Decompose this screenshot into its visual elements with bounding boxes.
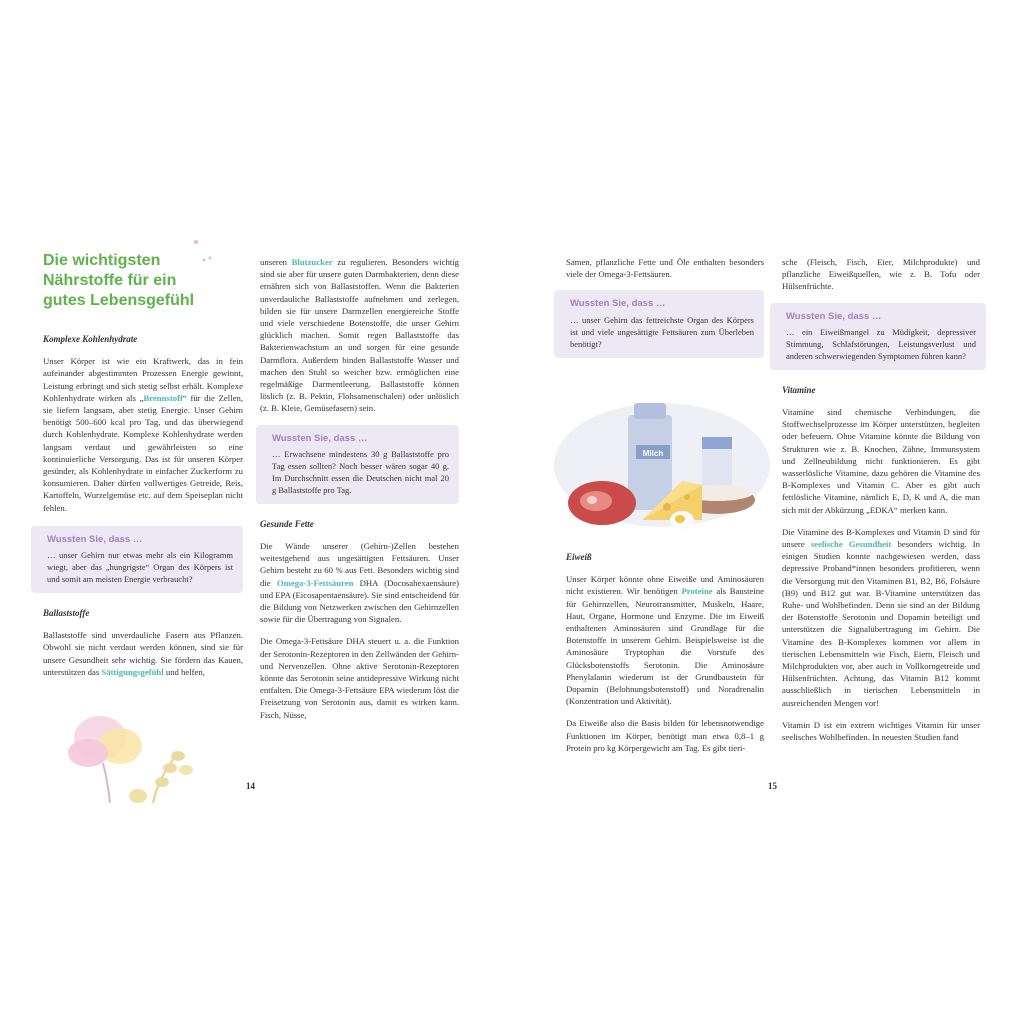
flower-illustration — [58, 708, 198, 808]
info-box — [770, 303, 986, 370]
info-box-text: … unser Gehirn das fettreichste Organ des Körpers ist und viele ungesättigte Fettsäuren zum Überleben benötigt? — [570, 314, 754, 349]
paragraph: sche (Fleisch, Fisch, Eier, Milchprodukte) und pflanzliche Eiweißquellen, wie z. B. Tofu oder Hülsenfrüchte. — [782, 257, 980, 292]
page-number: 15 — [768, 781, 777, 791]
highlight-term: Brennstoff — [143, 392, 183, 403]
title-line: Nährstoffe für ein — [43, 272, 177, 289]
info-box-heading: Wussten Sie, dass … — [47, 533, 143, 545]
info-box-text: … unser Gehirn nur etwas mehr als ein Kilogramm wiegt, aber das „hungrigste“ Organ des Körpers ist und somit am meisten Energie verbraucht? — [47, 550, 233, 585]
food-illustration — [552, 385, 772, 535]
highlight-term: Blutzucker — [291, 257, 333, 267]
paragraph: Da Eiweiße also die Basis bilden für lebensnotwendige Funktionen im Körper, benötigt man etwa 0,8–1 g Protein pro kg Körpergewicht am Tag. Es gibt tieri- — [566, 718, 764, 753]
paragraph: Die Vitamine des B-Komplexes und Vitamin D sind für unsere seelische Gesundheit besonders wichtig. In einigen Studien konnte nachgewiesen werden, dass depressive Proband*innen besonders profitieren, wenn die Versorgung mit den Vitaminen B1, B2, B6, Folsäure (B9) und B12 gut war. B-Vitamine unterstützen das Ruhe- und Wohlbefinden. Denn sie sind an der Bildung der Botenstoffe Serotonin und Dopamin beteiligt und unterstützen die Signalübertragung im Gehirn. Die Vitamine des B-Komplexes kommen vor allem in tierischen Lebensmitteln wie Fisch, Eiern, Fleisch und Milchprodukten vor, aber auch in Vollkorngetreide und Hülsenfrüchten. Achtung, das Vitamin B12 kommt ausschließlich in tierischen Lebensmitteln in ausreichenden Mengen vor! — [782, 526, 980, 708]
subheading-vitamine: Vitamine — [782, 384, 816, 395]
paragraph: Die Omega-3-Fettsäure DHA steuert u. a. die Funktion der Serotonin-Rezeptoren in den Zellwänden der Gehirn- und Nervenzellen. Ohne aktive Serotonin-Rezeptoren könnte das Serotonin seine antidepressive Wirkung nicht entfalten. Die Omega-3-Fettsäure EPA wiederum löst die Freisetzung von Serotonin aus, damit es wirken kann. Fisch, Nüsse, — [260, 636, 459, 720]
info-box — [31, 526, 243, 593]
info-box-heading: Wussten Sie, dass … — [272, 432, 368, 444]
left-column-1 — [43, 333, 243, 688]
left-column-2 — [260, 256, 459, 731]
page-number: 14 — [246, 781, 255, 791]
highlight-term: Omega-3-Fettsäuren — [276, 577, 354, 588]
info-box-heading: Wussten Sie, dass … — [786, 310, 882, 322]
info-box — [554, 290, 764, 357]
right-column-1 — [566, 256, 764, 358]
info-box-text: … ein Eiweißmangel zu Müdigkeit, depressiver Stimmung, Schlafstörungen, Leistungsverlust und anderen schwerwiegenden Symptomen führen kann? — [786, 326, 976, 361]
right-column-2 — [782, 256, 980, 753]
milk-label: Milch — [642, 449, 664, 458]
highlight-term: seelische Gesundheit — [810, 539, 892, 550]
paragraph: Vitamine sind chemische Verbindungen, die Stoffwechselprozesse im Körper unterstützen, begleiten oder befeuern. Ohne Vitamine könnte die Bildung von Strukturen wie z. B. Knochen, Zähne, Immunsystem und Zellneubildung nicht funktionieren. Es gibt wasserlösliche Vitamine, dazu gehören die Vitamine des B-Komplexes und Vitamin C. Aber es gibt auch fettlösliche Vitamine, nämlich E, D, K und A, die man sich mit der Abkürzung „EDKA“ merken kann. — [782, 407, 980, 515]
highlight-term: Sättigungsgefühl — [101, 666, 164, 677]
info-box-text: … Erwachsene mindestens 30 g Ballaststoffe pro Tag essen sollten? Noch besser wären sogar 40 g. Im Durchschnitt essen die Deutschen nicht mal 20 g Ballaststoffe pro Tag. — [272, 448, 449, 495]
paragraph: Unser Körper könnte ohne Eiweiße und Aminosäuren nicht existieren. Wir benötigen Proteine als Bausteine für Gehirnzellen, Neurotransmitter, Muskeln, Haare, Haut, Organe, Hormone und Enzyme. Die im Eiweiß enthaltenen Aminosäuren sind Grundlage für die Botenstoffe in unserem Gehirn. Beispielsweise ist die Aminosäure Tryptophan die Vorstufe des Glücksbotenstoffs Serotonin. Die Aminosäure Phenylalanin wiederum ist der Grundbaustein für Dopamin (Belohnungsbotenstoff) und Noradrenalin (Konzentration und Aktivität). — [566, 574, 764, 707]
chapter-title — [43, 251, 223, 311]
paragraph: unseren Blutzucker zu regulieren. Besonders wichtig sind sie aber für unsere guten Darmbakterien, denn diese ernähren sich von Ballaststoffen. Wenn die Bakterien unverdauliche Ballaststoffe aufnehmen und zerlegen, bilden sie für unsere Darmzellen energiereiche Stoffe und viele verschiedene Botenstoffe, die unser Gehirn glücklich machen. Somit regen Ballaststoffe das Bakterienwachstum an und sorgen für eine gesunde Darmflora. Außerdem binden Ballaststoffe Wasser und machen den Stuhl so weicher bzw. ermöglichen eine regelmäßige Darmentleerung. Ballaststoffe können löslich (z. B. Pektin, Flohsamenschalen) oder unlöslich (z. B. Kleie, Gemüsefasern) sein. — [260, 257, 459, 414]
right-column-1-lower — [566, 551, 764, 764]
paragraph: Vitamin D ist ein extrem wichtiges Vitamin für unser seelisches Wohlbefinden. In neuesten Studien fand — [782, 719, 980, 743]
title-line: gutes Lebensgefühl — [43, 292, 195, 309]
right-page — [512, 0, 1024, 1024]
subheading-ballaststoffe: Ballaststoffe — [43, 608, 90, 619]
paragraph: Die Wände unserer (Gehirn-)Zellen bestehen weitestgehend aus ungesättigten Fettsäuren. Unser Gehirn besteht zu 60 % aus Fett. Besonders wichtig sind die Omega-3-Fettsäuren DHA (Docosahexaensäure) und EPA (Eicosapentaensäure). Sie sind entscheidend für die Bildung von Netzwerken zwischen den Gehirnzellen sowie für die Übertragung von Signalen. — [260, 541, 459, 625]
info-box-heading: Wussten Sie, dass … — [570, 298, 666, 310]
paragraph: Samen, pflanzliche Fette und Öle enthalten besonders viele der Omega-3-Fettsäuren. — [566, 257, 764, 280]
highlight-term: Proteine — [681, 586, 713, 597]
subheading-fette: Gesunde Fette — [260, 518, 314, 529]
paragraph: Ballaststoffe sind unverdauliche Fasern aus Pflanzen. Obwohl sie nicht verdaut werden können, sind sie für unsere Gesundheit sehr wichtig. Sie fördern das Kauen, unterstützen das Sättigungsgefühl und helfen, — [43, 630, 243, 677]
subheading-kohlenhydrate: Komplexe Kohlenhydrate — [43, 334, 138, 344]
paragraph: Unser Körper ist wie ein Kraftwerk, das in fein aufeinander abgestimmten Prozessen Energie gewinnt, Leistung erbringt und sich stetig selbst erhält. Komplexe Kohlenhydrate wirken als „Brennstoff“ für die Zellen, sie liefern langsam, aber stetig Energie. Unser Gehirn benötigt 500–600 kcal pro Tag, und das überwiegend durch Kohlenhydrate. Komplexe Kohlenhydrate werden langsam verdaut und gewährleisten so eine kontinuierliche Versorgung. Das ist für unseren Körper gesünder, als Kohlenhydrate in einfacher Zuckerform zu konsumieren. Daher dürfen vollwertiges Getreide, Reis, Kartoffeln, Wurzelgemüse etc. auf dem Speiseplan nicht fehlen. — [43, 356, 243, 513]
title-line: Die wichtigsten — [43, 252, 161, 269]
subheading-eiweiss: Eiweiß — [566, 552, 592, 562]
info-box — [256, 425, 459, 504]
